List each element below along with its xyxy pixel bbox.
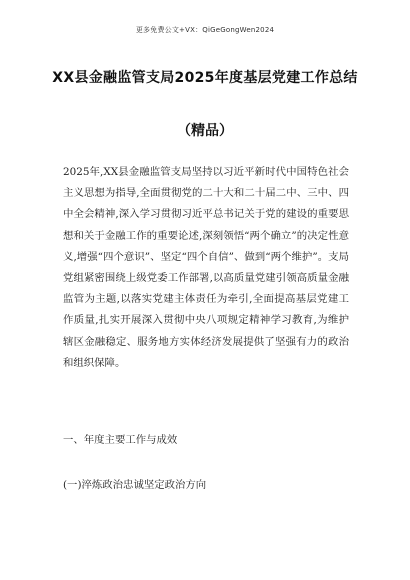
- sub-heading: (一)淬炼政治忠诚坚定政治方向: [63, 479, 207, 491]
- section-heading: 一、年度主要工作与成效: [63, 434, 178, 446]
- body-paragraph: 2025年,XX县金融监管支局坚持以习近平新时代中国特色社会主义思想为指导,全面贯彻党的二十大和二十届二中、三中、四中全会精神,深入学习贯彻习近平总书记关于党的建设的重要思想和关于金融工作的重要论述,深刻领悟“两个确立”的决定性意义,增强“四个意识”、坚定“四个自信”、做到“两个维护”。支局党组紧密围绕上级党委工作部署,以高质量党建引领高质量金融监管为主题,以落实党建主体责任为牵引,全面提高基层党建工作质量,扎实开展深入贯彻中央八项规定精神学习教育,为维护辖区金融稳定、服务地方实体经济发展提供了坚强有力的政治和组织保障。: [63, 166, 349, 369]
- document-subtitle: （精品）: [177, 123, 233, 139]
- header-note: 更多免费公文+VX：QiGeGongWen2024: [135, 26, 275, 34]
- document-title: XX县金融监管支局2025年度基层党建工作总结: [52, 70, 358, 86]
